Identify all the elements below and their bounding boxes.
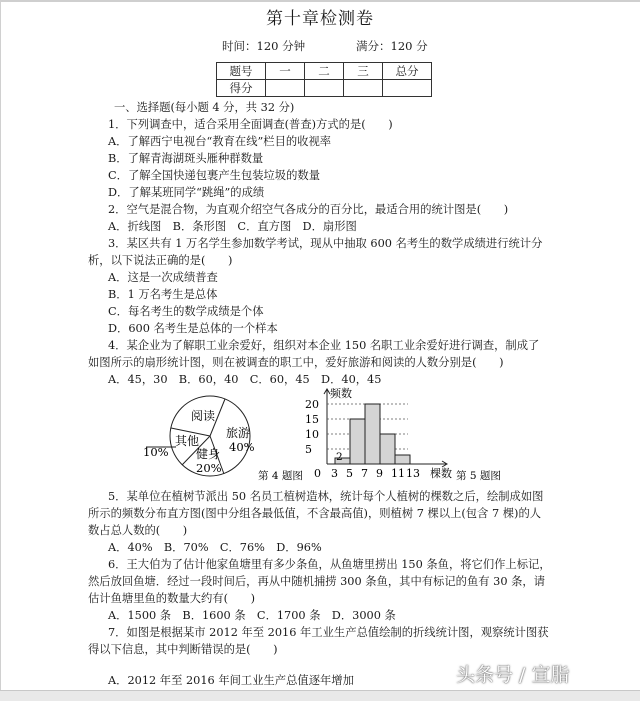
score-header-cell: 三: [344, 63, 383, 80]
score-header-cell: 题号: [217, 63, 266, 80]
question-line: 然后放回鱼塘．经过一段时间后，再从中随机捕捞 300 条鱼，其中有标记的鱼有 30 条，请: [88, 575, 545, 588]
question-line: 1．下列调查中，适合采用全面调查(普查)方式的是( ): [108, 118, 393, 131]
pie-percent-fitness: 20%: [196, 461, 222, 475]
question-line: 数占总人数的( ): [88, 524, 188, 537]
score-row-label: 得分: [217, 80, 266, 97]
histogram-caption: 第 5 题图: [456, 470, 501, 482]
pie-caption: 第 4 题图: [258, 470, 303, 482]
watermark: 头条号 / 宣脂: [456, 664, 570, 686]
question-line: A．1500 条 B．1600 条 C．1700 条 D．3000 条: [108, 609, 396, 622]
status-bar: [0, 690, 640, 701]
question-line: A．2012 年至 2016 年间工业生产总值逐年增加: [108, 674, 354, 687]
pie-chart-figure: [143, 396, 303, 482]
section-heading: 一、选择题(每小题 4 分，共 32 分): [114, 101, 295, 114]
histogram-bar-label: 2: [336, 451, 343, 463]
question-line: C．了解全国快递包裹产生包装垃圾的数量: [108, 169, 320, 182]
question-line: 析，以下说法正确的是( ): [88, 254, 233, 267]
question-line: 5．某单位在植树节派出 50 名员工植树造林，统计每个人植树的棵数之后，绘制成如图: [108, 490, 544, 503]
histogram-xtick: 11: [391, 467, 405, 480]
question-line: B．了解青海湖斑头雁种群数量: [108, 152, 264, 165]
question-line: D．了解某班同学“跳绳”的成绩: [108, 186, 265, 199]
question-line: A．这是一次成绩普查: [108, 271, 218, 284]
histogram-ylabel: 频数: [330, 387, 352, 400]
question-line: 4．某企业为了解职工业余爱好，组织对本企业 150 名职工业余爱好进行调查，制成了: [108, 339, 540, 352]
histogram-bar: [395, 455, 410, 464]
histogram-bar: [380, 434, 395, 464]
score-header-cell: 一: [266, 63, 305, 80]
histogram-xtick: 13: [406, 467, 420, 480]
question-line: 2．空气是混合物，为直观介绍空气各成分的百分比，最适合用的统计图是( ): [108, 203, 509, 216]
question-line: A．折线图 B．条形图 C．直方图 D．扇形图: [108, 220, 357, 233]
pie-label-reading: 阅读: [191, 409, 216, 423]
score-header-cell: 二: [305, 63, 344, 80]
question-line: B．1 万名考生是总体: [108, 288, 218, 301]
histogram-bar: [365, 404, 380, 464]
histogram-bar: [350, 419, 365, 464]
histogram-xtick: 0: [314, 467, 321, 480]
histogram-xtick: 3: [331, 467, 338, 480]
question-line: 如图所示的扇形统计图，则在被调查的职工中，爱好旅游和阅读的人数分别是( ): [88, 356, 504, 369]
histogram-xtick: 7: [361, 467, 368, 480]
pie-label-fitness: 健身: [196, 447, 221, 461]
question-line: 估计鱼塘里鱼的数量大约有( ): [88, 592, 255, 605]
histogram-ytick: 15: [305, 413, 319, 426]
question-line: 3．某区共有 1 万名学生参加数学考试，现从中抽取 600 名考生的数学成绩进行统计分: [108, 237, 543, 250]
question-line: 所示的频数分布直方图(图中分组各最低值，不含最高值)，则植树 7 棵以上(包含 7 棵)的人: [88, 507, 542, 520]
question-line: 7．如图是根据某市 2012 年至 2016 年工业生产总值绘制的折线统计图，观察统计图获: [108, 626, 549, 639]
histogram-xtick: 5: [346, 467, 353, 480]
histogram-figure: [305, 386, 501, 482]
pie-label-other: 其他: [175, 434, 200, 448]
question-line: D．600 名考生是总体的一个样本: [108, 322, 278, 335]
pie-percent-other: 10%: [143, 445, 169, 459]
question-line: A．45，30 B．60，40 C．60，45 D．40，45: [108, 373, 382, 386]
pie-label-travel: 旅游: [226, 426, 251, 440]
page-title: 第十章检测卷: [266, 9, 374, 29]
time-limit: 时间：120 分钟: [222, 39, 306, 53]
histogram-ytick: 20: [305, 398, 319, 411]
question-line: 得以下信息，其中判断错误的是( ): [88, 643, 278, 656]
question-line: C．每名考生的数学成绩是个体: [108, 305, 264, 318]
question-line: A．40% B．70% C．76% D．96%: [108, 541, 322, 554]
question-line: A．了解西宁电视台“教育在线”栏目的收视率: [108, 135, 332, 148]
histogram-ytick: 10: [305, 428, 319, 441]
score-header-cell: 总分: [383, 63, 432, 80]
question-line: 6．王大伯为了估计他家鱼塘里有多少条鱼，从鱼塘里捞出 150 条鱼，将它们作上标记，: [108, 558, 551, 571]
pie-percent-travel: 40%: [229, 440, 255, 454]
histogram-xtick: 9: [376, 467, 383, 480]
full-score: 满分：120 分: [356, 39, 428, 53]
histogram-ytick: 5: [305, 443, 312, 456]
histogram-xlabel: 棵数: [430, 467, 452, 480]
